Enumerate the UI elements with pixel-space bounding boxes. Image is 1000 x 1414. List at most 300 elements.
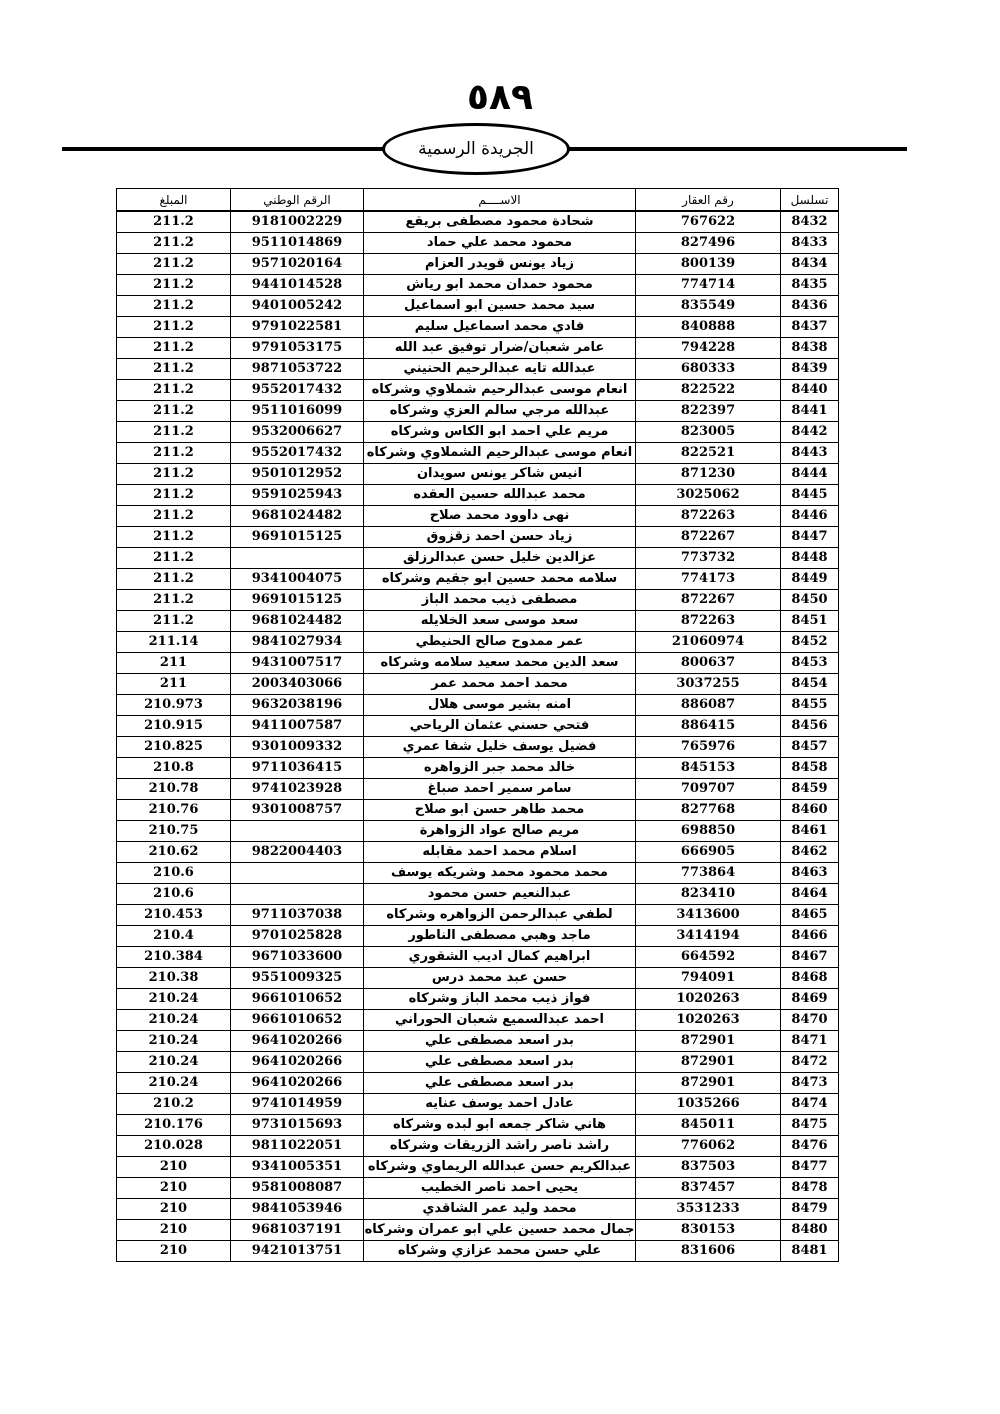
- cell-name: بدر اسعد مصطفى علي: [364, 1073, 636, 1094]
- cell-national-number: 9501012952: [231, 464, 364, 485]
- cell-serial: 8442: [781, 422, 839, 443]
- cell-amount: 211.2: [117, 527, 231, 548]
- cell-property-number: 837503: [636, 1157, 781, 1178]
- cell-serial: 8446: [781, 506, 839, 527]
- header-national-number: الرقم الوطني: [231, 189, 364, 212]
- cell-national-number: 9632038196: [231, 695, 364, 716]
- table-row: [117, 380, 839, 401]
- cell-serial: 8481: [781, 1241, 839, 1262]
- cell-property-number: 822521: [636, 443, 781, 464]
- cell-property-number: 1020263: [636, 989, 781, 1010]
- table-row: [117, 296, 839, 317]
- cell-property-number: 765976: [636, 737, 781, 758]
- cell-amount: 211.2: [117, 611, 231, 632]
- table-row: [117, 716, 839, 737]
- cell-property-number: 835549: [636, 296, 781, 317]
- cell-amount: 210.453: [117, 905, 231, 926]
- cell-national-number: 9571020164: [231, 254, 364, 275]
- cell-amount: 211: [117, 653, 231, 674]
- table-row: [117, 905, 839, 926]
- cell-national-number: 9532006627: [231, 422, 364, 443]
- cell-amount: 211.2: [117, 464, 231, 485]
- table-row: [117, 1073, 839, 1094]
- table-row: [117, 632, 839, 653]
- cell-serial: 8441: [781, 401, 839, 422]
- cell-national-number: 9822004403: [231, 842, 364, 863]
- cell-name: محمد احمد محمد عمر: [364, 674, 636, 695]
- cell-name: انيس شاكر يونس سويدان: [364, 464, 636, 485]
- cell-amount: 210.24: [117, 1010, 231, 1031]
- gazette-title: الجريدة الرسمية: [418, 139, 534, 159]
- cell-property-number: 872263: [636, 506, 781, 527]
- cell-serial: 8457: [781, 737, 839, 758]
- cell-name: عبدالله مرجي سالم العزي وشركاه: [364, 401, 636, 422]
- cell-name: سعد موسى سعد الخلايله: [364, 611, 636, 632]
- cell-amount: 210.24: [117, 1052, 231, 1073]
- table-row: [117, 1052, 839, 1073]
- cell-serial: 8462: [781, 842, 839, 863]
- masthead-oval: [382, 123, 570, 175]
- cell-national-number: 9661010652: [231, 1010, 364, 1031]
- table-row: [117, 527, 839, 548]
- cell-serial: 8468: [781, 968, 839, 989]
- header-serial: تسلسل: [781, 189, 839, 212]
- cell-serial: 8434: [781, 254, 839, 275]
- table-row: [117, 275, 839, 296]
- cell-national-number: 9511016099: [231, 401, 364, 422]
- cell-name: احمد عبدالسميع شعبان الحوراني: [364, 1010, 636, 1031]
- table-row: [117, 821, 839, 842]
- table-row: [117, 800, 839, 821]
- cell-amount: 211.2: [117, 296, 231, 317]
- cell-serial: 8474: [781, 1094, 839, 1115]
- cell-amount: 211.2: [117, 548, 231, 569]
- cell-national-number: 9681024482: [231, 611, 364, 632]
- cell-serial: 8480: [781, 1220, 839, 1241]
- cell-serial: 8438: [781, 338, 839, 359]
- cell-property-number: 822522: [636, 380, 781, 401]
- cell-serial: 8445: [781, 485, 839, 506]
- table-row: [117, 359, 839, 380]
- cell-national-number: 9181002229: [231, 211, 364, 233]
- cell-property-number: 872901: [636, 1031, 781, 1052]
- cell-name: راشد ناصر راشد الزريقات وشركاه: [364, 1136, 636, 1157]
- cell-serial: 8461: [781, 821, 839, 842]
- cell-property-number: 831606: [636, 1241, 781, 1262]
- table-row: [117, 1220, 839, 1241]
- cell-amount: 210.6: [117, 863, 231, 884]
- cell-national-number: 9341005351: [231, 1157, 364, 1178]
- cell-amount: 210.973: [117, 695, 231, 716]
- table-row: [117, 611, 839, 632]
- cell-national-number: 9431007517: [231, 653, 364, 674]
- table-row: [117, 338, 839, 359]
- cell-amount: 211.2: [117, 443, 231, 464]
- table-row: [117, 506, 839, 527]
- cell-national-number: 9411007587: [231, 716, 364, 737]
- cell-name: انعام موسى عبدالرحيم شملاوي وشركاه: [364, 380, 636, 401]
- cell-national-number: 9641020266: [231, 1052, 364, 1073]
- table-row: [117, 443, 839, 464]
- table-row: [117, 1115, 839, 1136]
- cell-property-number: 3025062: [636, 485, 781, 506]
- cell-amount: 211.2: [117, 506, 231, 527]
- cell-amount: 210.78: [117, 779, 231, 800]
- cell-amount: 211.2: [117, 317, 231, 338]
- cell-amount: 210: [117, 1220, 231, 1241]
- cell-name: فادي محمد اسماعيل سليم: [364, 317, 636, 338]
- cell-amount: 211.2: [117, 569, 231, 590]
- cell-property-number: 773864: [636, 863, 781, 884]
- cell-amount: 211.2: [117, 422, 231, 443]
- table-row: [117, 758, 839, 779]
- cell-national-number: [231, 884, 364, 905]
- cell-serial: 8439: [781, 359, 839, 380]
- cell-name: عامر شعبان/ضرار توفيق عبد الله: [364, 338, 636, 359]
- table-row: [117, 989, 839, 1010]
- cell-national-number: 9591025943: [231, 485, 364, 506]
- cell-serial: 8473: [781, 1073, 839, 1094]
- cell-property-number: 776062: [636, 1136, 781, 1157]
- cell-property-number: 767622: [636, 211, 781, 233]
- cell-name: سعد الدين محمد سعيد سلامه وشركاه: [364, 653, 636, 674]
- cell-property-number: 800139: [636, 254, 781, 275]
- cell-property-number: 845153: [636, 758, 781, 779]
- cell-property-number: 774714: [636, 275, 781, 296]
- cell-name: فتحي حسني عثمان الرياحي: [364, 716, 636, 737]
- cell-name: عمر ممدوح صالح الحنيطي: [364, 632, 636, 653]
- cell-property-number: 3531233: [636, 1199, 781, 1220]
- table-row: [117, 884, 839, 905]
- cell-amount: 211.2: [117, 485, 231, 506]
- table-row: [117, 1199, 839, 1220]
- cell-name: يحيى احمد ناصر الخطيب: [364, 1178, 636, 1199]
- cell-amount: 211.2: [117, 590, 231, 611]
- cell-property-number: 886087: [636, 695, 781, 716]
- cell-national-number: 9711036415: [231, 758, 364, 779]
- table-row: [117, 968, 839, 989]
- cell-serial: 8471: [781, 1031, 839, 1052]
- table-row: [117, 211, 839, 233]
- cell-property-number: 664592: [636, 947, 781, 968]
- cell-property-number: 823005: [636, 422, 781, 443]
- cell-property-number: 774173: [636, 569, 781, 590]
- header-name: الاســــم: [364, 189, 636, 212]
- cell-property-number: 822397: [636, 401, 781, 422]
- cell-amount: 210.028: [117, 1136, 231, 1157]
- cell-property-number: 666905: [636, 842, 781, 863]
- cell-amount: 210.176: [117, 1115, 231, 1136]
- page-number: ٥٨٩: [467, 77, 533, 118]
- cell-name: مصطفى ذيب محمد الباز: [364, 590, 636, 611]
- cell-name: زياد يونس قويدر العزام: [364, 254, 636, 275]
- cell-name: بدر اسعد مصطفى علي: [364, 1031, 636, 1052]
- cell-national-number: 9341004075: [231, 569, 364, 590]
- cell-national-number: [231, 863, 364, 884]
- table-row: [117, 1031, 839, 1052]
- cell-property-number: 709707: [636, 779, 781, 800]
- cell-national-number: 9681037191: [231, 1220, 364, 1241]
- cell-serial: 8444: [781, 464, 839, 485]
- cell-name: بدر اسعد مصطفى علي: [364, 1052, 636, 1073]
- cell-amount: 210.24: [117, 1031, 231, 1052]
- cell-property-number: 794228: [636, 338, 781, 359]
- cell-name: محمد وليد عمر الشاقدي: [364, 1199, 636, 1220]
- cell-name: فواز ذيب محمد الباز وشركاه: [364, 989, 636, 1010]
- cell-property-number: 698850: [636, 821, 781, 842]
- cell-amount: 211.2: [117, 359, 231, 380]
- cell-property-number: 800637: [636, 653, 781, 674]
- cell-serial: 8477: [781, 1157, 839, 1178]
- cell-property-number: 872267: [636, 527, 781, 548]
- cell-national-number: 9791053175: [231, 338, 364, 359]
- cell-name: اسلام محمد احمد مقابله: [364, 842, 636, 863]
- table-row: [117, 464, 839, 485]
- cell-serial: 8454: [781, 674, 839, 695]
- table-row: [117, 590, 839, 611]
- table-row: [117, 842, 839, 863]
- table-row: [117, 233, 839, 254]
- cell-amount: 211.2: [117, 401, 231, 422]
- table-row: [117, 863, 839, 884]
- table-row: [117, 779, 839, 800]
- cell-amount: 210: [117, 1199, 231, 1220]
- cell-property-number: 21060974: [636, 632, 781, 653]
- cell-amount: 211.14: [117, 632, 231, 653]
- header-property-number: رقم العقار: [636, 189, 781, 212]
- cell-serial: 8479: [781, 1199, 839, 1220]
- cell-amount: 210.6: [117, 884, 231, 905]
- cell-name: سامر سمير احمد صباغ: [364, 779, 636, 800]
- cell-amount: 210.62: [117, 842, 231, 863]
- cell-serial: 8464: [781, 884, 839, 905]
- cell-property-number: 886415: [636, 716, 781, 737]
- table-row: [117, 1241, 839, 1262]
- cell-amount: 210: [117, 1241, 231, 1262]
- cell-serial: 8469: [781, 989, 839, 1010]
- table-row: [117, 1178, 839, 1199]
- cell-serial: 8436: [781, 296, 839, 317]
- cell-serial: 8465: [781, 905, 839, 926]
- table-row: [117, 737, 839, 758]
- cell-serial: 8450: [781, 590, 839, 611]
- table-row: [117, 674, 839, 695]
- cell-serial: 8448: [781, 548, 839, 569]
- cell-national-number: 9301009332: [231, 737, 364, 758]
- cell-serial: 8470: [781, 1010, 839, 1031]
- table-row: [117, 548, 839, 569]
- cell-name: جمال محمد حسين علي ابو عمران وشركاه: [364, 1220, 636, 1241]
- cell-serial: 8476: [781, 1136, 839, 1157]
- cell-national-number: 9741014959: [231, 1094, 364, 1115]
- cell-name: زياد حسن احمد زقزوق: [364, 527, 636, 548]
- cell-amount: 210.4: [117, 926, 231, 947]
- cell-amount: 210.24: [117, 1073, 231, 1094]
- cell-name: فضيل يوسف خليل شفا عمري: [364, 737, 636, 758]
- cell-national-number: 9691015125: [231, 590, 364, 611]
- cell-amount: 210.2: [117, 1094, 231, 1115]
- cell-national-number: 9811022051: [231, 1136, 364, 1157]
- table-row: [117, 695, 839, 716]
- cell-property-number: 840888: [636, 317, 781, 338]
- cell-name: محمود محمد علي حماد: [364, 233, 636, 254]
- cell-serial: 8459: [781, 779, 839, 800]
- cell-property-number: 872901: [636, 1052, 781, 1073]
- cell-serial: 8478: [781, 1178, 839, 1199]
- table-row: [117, 254, 839, 275]
- cell-amount: 211.2: [117, 275, 231, 296]
- cell-serial: 8472: [781, 1052, 839, 1073]
- cell-amount: 210: [117, 1157, 231, 1178]
- cell-property-number: 871230: [636, 464, 781, 485]
- cell-property-number: 830153: [636, 1220, 781, 1241]
- cell-national-number: 9841027934: [231, 632, 364, 653]
- cell-property-number: 872901: [636, 1073, 781, 1094]
- cell-serial: 8456: [781, 716, 839, 737]
- cell-national-number: 9741023928: [231, 779, 364, 800]
- table-row: [117, 1010, 839, 1031]
- cell-property-number: 823410: [636, 884, 781, 905]
- cell-name: عبدالله تايه عبدالرحيم الحنيني: [364, 359, 636, 380]
- table-row: [117, 1094, 839, 1115]
- cell-property-number: 827496: [636, 233, 781, 254]
- table-row: [117, 317, 839, 338]
- cell-property-number: 872263: [636, 611, 781, 632]
- cell-national-number: 9441014528: [231, 275, 364, 296]
- cell-national-number: 9511014869: [231, 233, 364, 254]
- cell-name: حسن عبد محمد درس: [364, 968, 636, 989]
- cell-national-number: 9552017432: [231, 443, 364, 464]
- cell-serial: 8440: [781, 380, 839, 401]
- cell-serial: 8458: [781, 758, 839, 779]
- cell-name: خالد محمد جبر الزواهره: [364, 758, 636, 779]
- cell-property-number: 872267: [636, 590, 781, 611]
- cell-amount: 211: [117, 674, 231, 695]
- cell-amount: 210: [117, 1178, 231, 1199]
- cell-property-number: 3413600: [636, 905, 781, 926]
- cell-name: ابراهيم كمال اديب الشقوري: [364, 947, 636, 968]
- table-row: [117, 653, 839, 674]
- cell-property-number: 680333: [636, 359, 781, 380]
- cell-amount: 210.825: [117, 737, 231, 758]
- table-row: [117, 947, 839, 968]
- cell-name: علي حسن محمد عزازي وشركاه: [364, 1241, 636, 1262]
- records-table: [116, 188, 839, 1262]
- table-row: [117, 926, 839, 947]
- cell-national-number: [231, 548, 364, 569]
- cell-national-number: 2003403066: [231, 674, 364, 695]
- cell-national-number: 9701025828: [231, 926, 364, 947]
- cell-national-number: [231, 821, 364, 842]
- cell-amount: 211.2: [117, 211, 231, 233]
- cell-national-number: 9641020266: [231, 1031, 364, 1052]
- cell-name: هاني شاكر جمعه ابو لبده وشركاه: [364, 1115, 636, 1136]
- cell-national-number: 9711037038: [231, 905, 364, 926]
- cell-serial: 8466: [781, 926, 839, 947]
- cell-name: عادل احمد يوسف عنايه: [364, 1094, 636, 1115]
- cell-name: محمود حمدان محمد ابو رياش: [364, 275, 636, 296]
- cell-national-number: 9681024482: [231, 506, 364, 527]
- cell-national-number: 9791022581: [231, 317, 364, 338]
- cell-amount: 210.24: [117, 989, 231, 1010]
- cell-national-number: 9871053722: [231, 359, 364, 380]
- cell-property-number: 837457: [636, 1178, 781, 1199]
- table-header-row: [117, 189, 839, 212]
- table-row: [117, 1157, 839, 1178]
- cell-national-number: 9421013751: [231, 1241, 364, 1262]
- cell-amount: 210.8: [117, 758, 231, 779]
- cell-name: عبدالكريم حسن عبدالله الريماوي وشركاه: [364, 1157, 636, 1178]
- cell-name: لطفي عبدالرحمن الزواهره وشركاه: [364, 905, 636, 926]
- cell-name: نهى داوود محمد صلاح: [364, 506, 636, 527]
- cell-national-number: 9581008087: [231, 1178, 364, 1199]
- header-amount: المبلغ: [117, 189, 231, 212]
- cell-name: شحادة محمود مصطفى بريقع: [364, 211, 636, 233]
- cell-name: امنه بشير موسى هلال: [364, 695, 636, 716]
- cell-property-number: 794091: [636, 968, 781, 989]
- cell-national-number: 9641020266: [231, 1073, 364, 1094]
- cell-property-number: 845011: [636, 1115, 781, 1136]
- cell-serial: 8449: [781, 569, 839, 590]
- cell-amount: 211.2: [117, 233, 231, 254]
- cell-name: انعام موسى عبدالرحيم الشملاوي وشركاه: [364, 443, 636, 464]
- cell-national-number: 9841053946: [231, 1199, 364, 1220]
- cell-serial: 8447: [781, 527, 839, 548]
- cell-serial: 8452: [781, 632, 839, 653]
- cell-national-number: 9301008757: [231, 800, 364, 821]
- cell-amount: 210.75: [117, 821, 231, 842]
- cell-name: محمد محمود محمد وشريكه يوسف: [364, 863, 636, 884]
- cell-serial: 8443: [781, 443, 839, 464]
- table-row: [117, 569, 839, 590]
- cell-property-number: 1035266: [636, 1094, 781, 1115]
- cell-serial: 8435: [781, 275, 839, 296]
- cell-amount: 211.2: [117, 380, 231, 401]
- cell-serial: 8475: [781, 1115, 839, 1136]
- cell-name: مريم صالح عواد الزواهرة: [364, 821, 636, 842]
- cell-national-number: 9552017432: [231, 380, 364, 401]
- cell-serial: 8433: [781, 233, 839, 254]
- cell-name: محمد عبدالله حسين العقده: [364, 485, 636, 506]
- cell-amount: 211.2: [117, 254, 231, 275]
- table-row: [117, 1136, 839, 1157]
- cell-property-number: 773732: [636, 548, 781, 569]
- table-row: [117, 401, 839, 422]
- cell-amount: 210.915: [117, 716, 231, 737]
- cell-property-number: 827768: [636, 800, 781, 821]
- cell-name: عبدالنعيم حسن محمود: [364, 884, 636, 905]
- cell-amount: 210.38: [117, 968, 231, 989]
- cell-serial: 8432: [781, 211, 839, 233]
- cell-serial: 8453: [781, 653, 839, 674]
- cell-serial: 8467: [781, 947, 839, 968]
- cell-name: ماجد وهبي مصطفى الناطور: [364, 926, 636, 947]
- cell-amount: 210.384: [117, 947, 231, 968]
- cell-serial: 8463: [781, 863, 839, 884]
- cell-property-number: 3414194: [636, 926, 781, 947]
- cell-serial: 8460: [781, 800, 839, 821]
- cell-name: سيد محمد حسين ابو اسماعيل: [364, 296, 636, 317]
- cell-national-number: 9551009325: [231, 968, 364, 989]
- cell-serial: 8437: [781, 317, 839, 338]
- cell-national-number: 9661010652: [231, 989, 364, 1010]
- cell-name: محمد طاهر حسن ابو صلاح: [364, 800, 636, 821]
- cell-national-number: 9731015693: [231, 1115, 364, 1136]
- cell-national-number: 9671033600: [231, 947, 364, 968]
- cell-national-number: 9691015125: [231, 527, 364, 548]
- cell-name: مريم علي احمد ابو الكاس وشركاه: [364, 422, 636, 443]
- cell-property-number: 1020263: [636, 1010, 781, 1031]
